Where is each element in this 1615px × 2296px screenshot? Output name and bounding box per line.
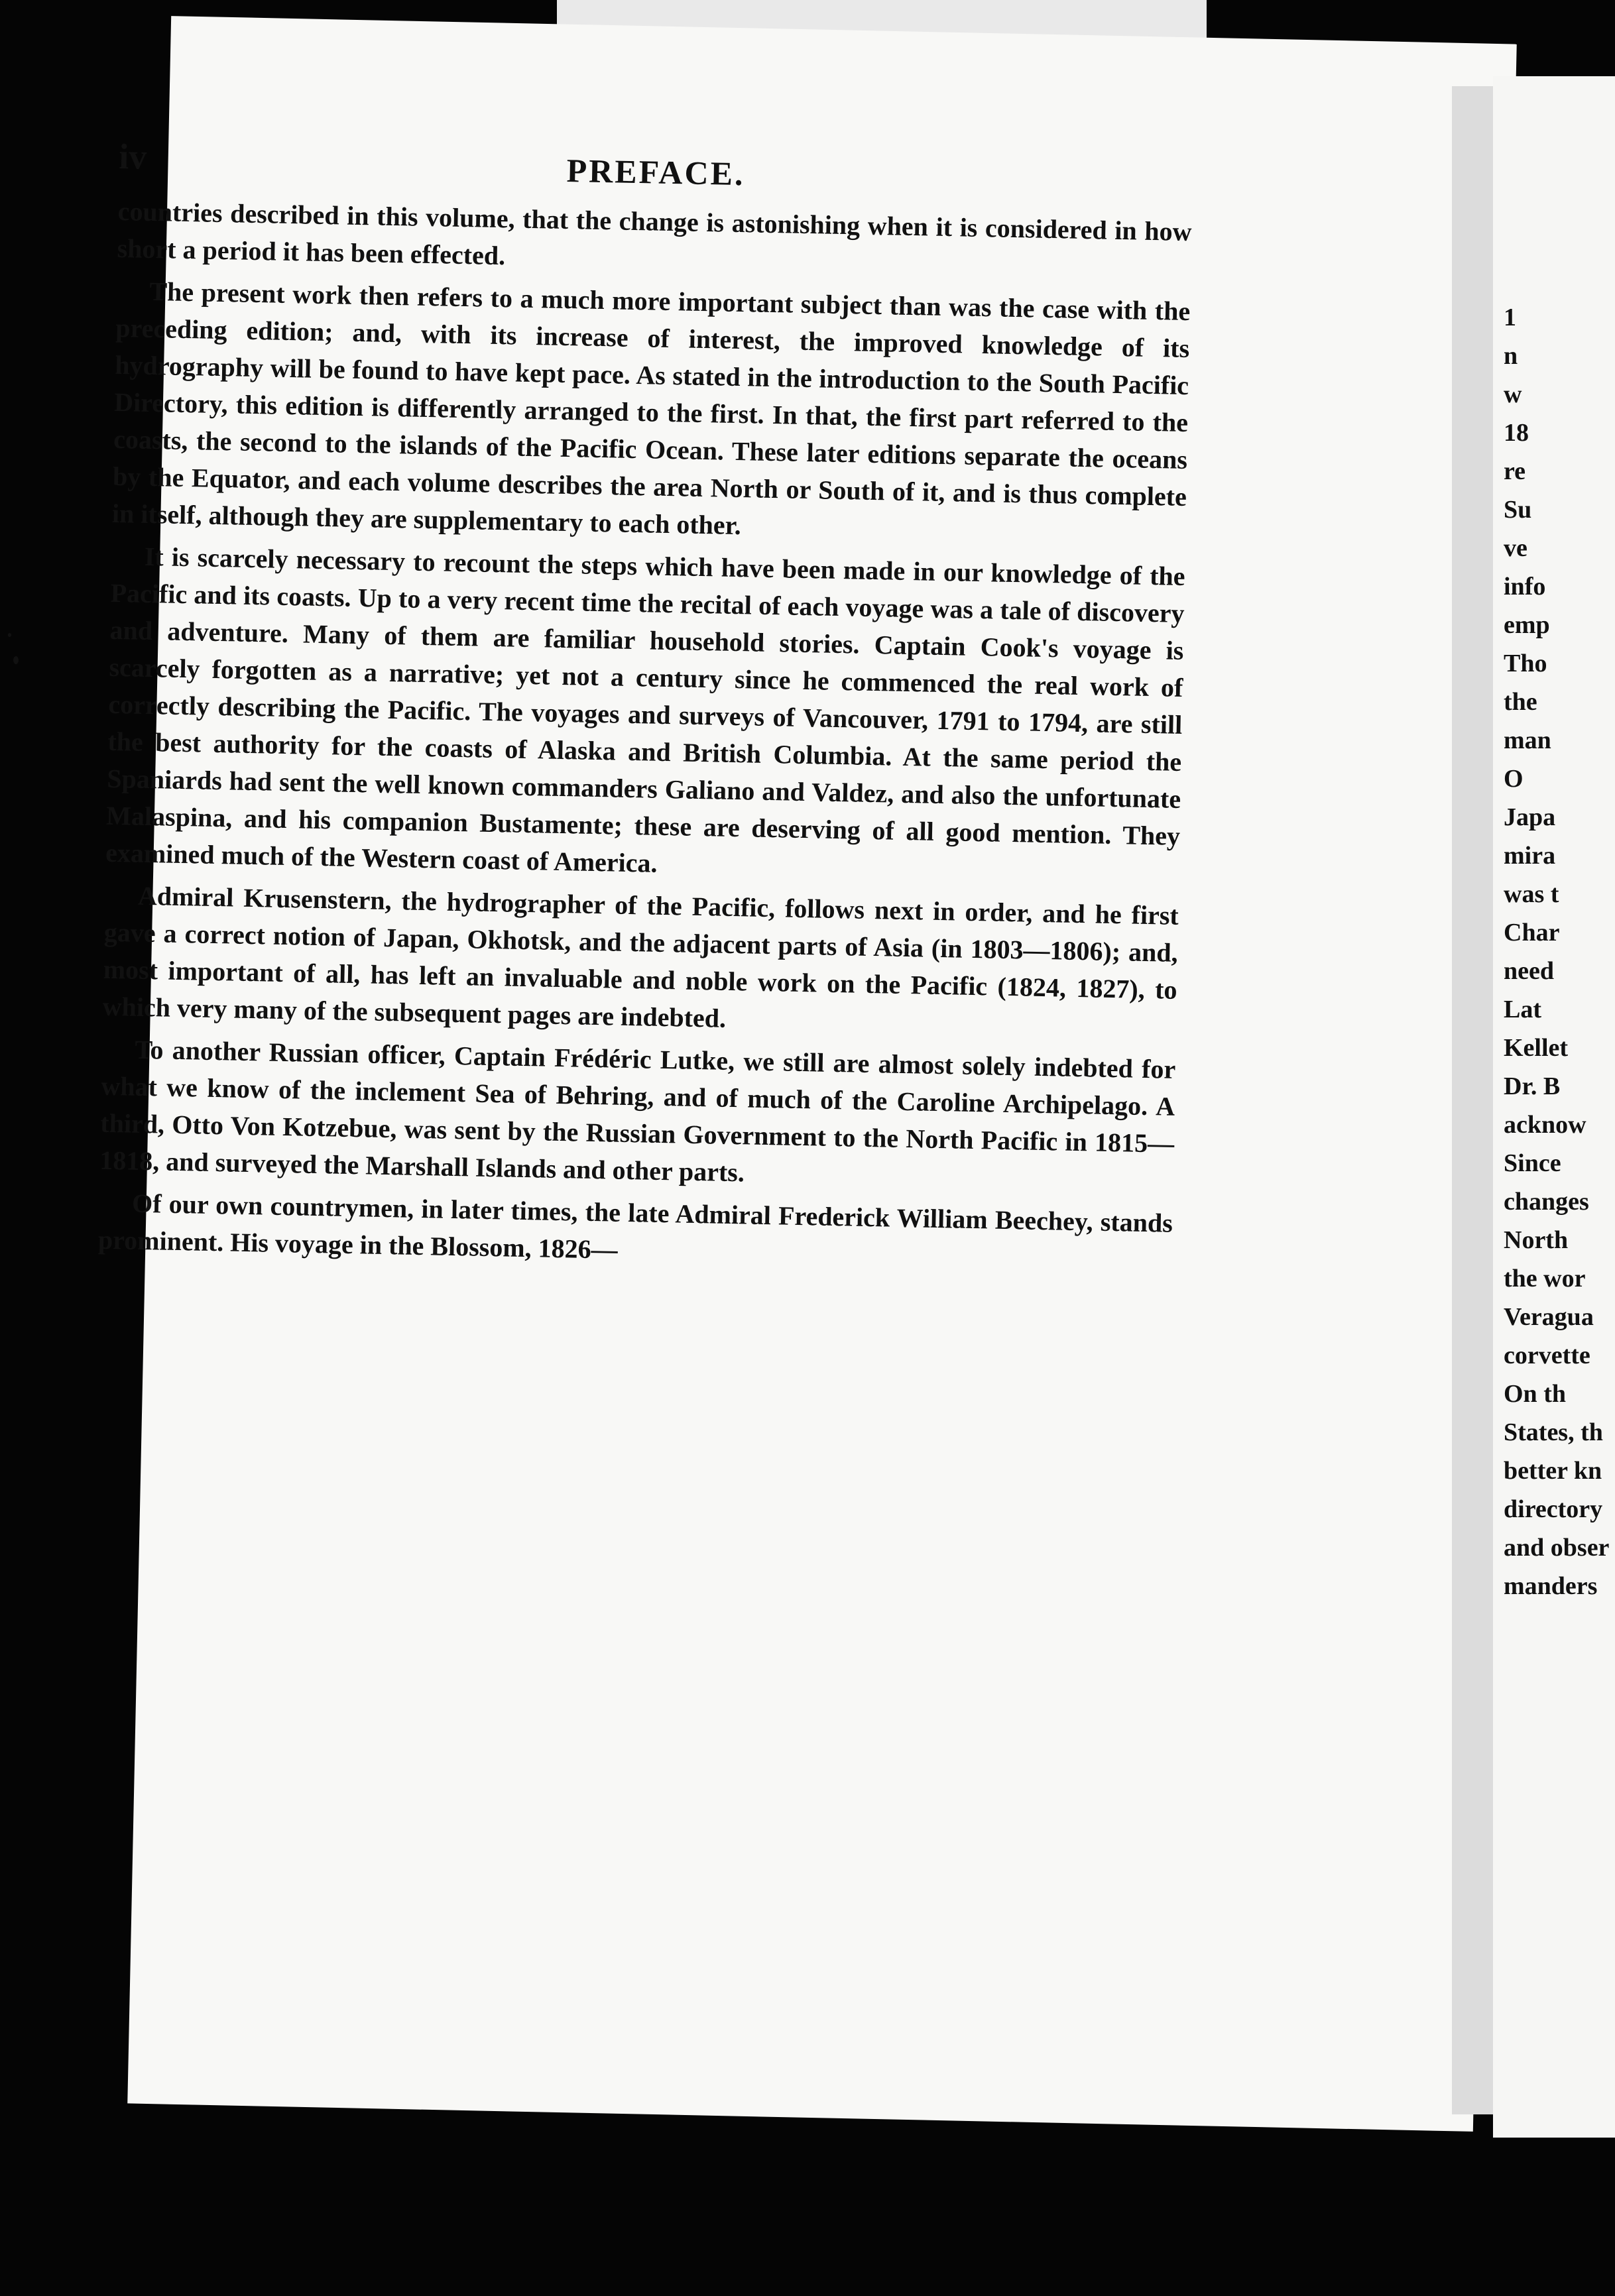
facing-line: w <box>1504 380 1522 408</box>
facing-line: manders <box>1504 1572 1598 1600</box>
paragraph: countries described in this volume, that the change is astonishing when it is considered in how short a period it has been effected. <box>117 196 1192 271</box>
facing-line: 1 <box>1504 304 1516 331</box>
facing-line: Lat <box>1504 996 1541 1023</box>
facing-line: directory <box>1504 1495 1603 1523</box>
facing-line: North <box>1504 1226 1569 1254</box>
facing-line: States, th <box>1504 1418 1603 1446</box>
facing-line: Kellet <box>1504 1034 1569 1062</box>
facing-line: Su <box>1504 496 1532 524</box>
facing-line: better kn <box>1504 1457 1602 1485</box>
facing-line: 18 <box>1504 419 1529 447</box>
facing-line: emp <box>1504 611 1550 639</box>
facing-line: was t <box>1504 880 1559 908</box>
facing-line: Japa <box>1504 803 1556 831</box>
preface-page-content <box>97 136 1193 1285</box>
facing-line: Char <box>1504 919 1560 947</box>
facing-line: and obser <box>1504 1534 1610 1562</box>
facing-line: Tho <box>1504 650 1547 677</box>
paragraph: To another Russian officer, Captain Frédéric Lutke, we still are almost solely indebted for what we know of the inclement Sea of Behring, and of much of the Caroline Archipelago. A third, Otto Von Kotzebue, was sent by the Russian Government to the North Pacific in 1815—1818, and surveyed the Marshall Islands and other parts. <box>99 1034 1176 1188</box>
facing-line: the wor <box>1504 1265 1586 1292</box>
facing-line: O <box>1504 765 1524 793</box>
facing-line: changes <box>1504 1188 1589 1216</box>
facing-line: ve <box>1504 534 1527 562</box>
facing-line: re <box>1504 457 1526 485</box>
facing-line: info <box>1504 573 1546 601</box>
running-head: PREFACE. <box>566 151 746 193</box>
facing-line: On th <box>1504 1380 1566 1408</box>
paragraph: It is scarcely necessary to recount the steps which have been made in our knowledge of the Pacific and its coasts. Up to a very recent time the recital of each voyage was a tale of discovery and adventure. Many of them are familiar household stories. Captain Cook's voyage is scarcely forgotten as a narrative; yet not a century since he commenced the real work of correctly describing the Pacific. The voyages and surveys of Vancouver, 1791 to 1794, are still the best authority for the coasts of Alaska and British Columbia. At the same period the Spaniards had sent the well known commanders Galiano and Valdez, and also the unfortunate Malaspina, and his companion Bustamente; these are deserving of all good mention. They examined much of the Western coast of America. <box>105 541 1185 878</box>
facing-line: Dr. B <box>1504 1072 1561 1100</box>
facing-line: Veragua <box>1504 1303 1594 1331</box>
dust-speck <box>8 633 11 637</box>
facing-line: n <box>1504 342 1518 370</box>
paragraph: Admiral Krusenstern, the hydrographer of the Pacific, follows next in order, and he first gave a correct notion of Japan, Okhotsk, and the adjacent parts of Asia (in 1803—1806); and, most important of all, has left an invaluable and noble work on the Pacific (1824, 1827), to which very many of the subsequent pages are indebted. <box>102 880 1179 1033</box>
facing-line: acknow <box>1504 1111 1586 1139</box>
facing-line: the <box>1504 688 1537 716</box>
facing-line: need <box>1504 957 1554 985</box>
facing-page-text <box>1504 298 1615 1605</box>
facing-line: man <box>1504 726 1551 754</box>
dust-speck <box>13 656 19 664</box>
page-number: iv <box>118 136 147 177</box>
book-gutter <box>1452 86 1494 2114</box>
facing-line: corvette <box>1504 1342 1590 1369</box>
facing-line: mira <box>1504 842 1556 870</box>
paragraph: Of our own countrymen, in later times, the late Admiral Frederick William Beechey, stands prominent. His voyage in the Blossom, 1826— <box>97 1188 1173 1265</box>
facing-line: Since <box>1504 1149 1561 1177</box>
paragraph: The present work then refers to a much more important subject than was the case with the preceding edition; and, with its increase of interest, the improved knowledge of its hydrography will be found to have kept pace. As stated in the introduction to the South Pacific Directory, this edition is differently arranged to the first. In that, the first part referred to the coasts, the second to the islands of the Pacific Ocean. These later editions separate the oceans by the Equator, and each volume describes the area North or South of it, and is thus complete in itself, although they are supplementary to each other. <box>111 276 1191 541</box>
